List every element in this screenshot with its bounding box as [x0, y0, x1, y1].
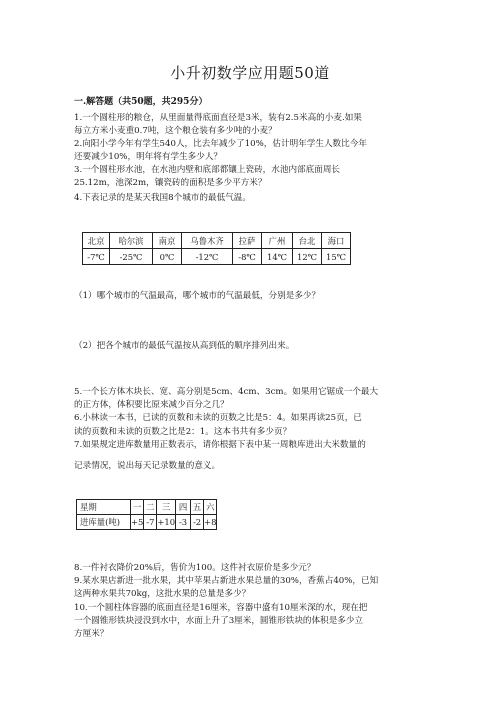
- temperature-cell: -7℃: [83, 249, 110, 265]
- weekday-cell: 二: [144, 500, 157, 515]
- city-cell: 哈尔滨: [110, 233, 153, 249]
- stock-value-cell: -2: [191, 515, 204, 530]
- city-temperature-table: [82, 232, 351, 265]
- weekday-cell: 五: [191, 500, 204, 515]
- question-line: 的正方体，体积要比原来减少百分之几？: [74, 400, 229, 411]
- question-line: （1）哪个城市的气温最高，哪个城市的气温最低，分别是多少？: [74, 291, 321, 301]
- question-line: 一个圆锥形铁块浸没到水中，水面上升了3厘米，圆锥形铁块的体积是多少立: [74, 615, 364, 626]
- city-cell: 乌鲁木齐: [182, 233, 233, 249]
- temperature-cell: 14℃: [262, 249, 293, 265]
- question-line: 4.下表记录的是某天我国8个城市的最低气温。: [74, 193, 251, 203]
- question-line: 2.向阳小学今年有学生540人，比去年减少了10%，估计明年学生人数比今年: [74, 139, 367, 149]
- question-line: 25.12m，池深2m，镶瓷砖的面积是多少平方米？: [74, 178, 267, 189]
- question-line: 这两种水果共70kg，这批水果的总量是多少？: [74, 589, 251, 600]
- questions-8-to-10: [74, 562, 426, 641]
- stock-value-cell: +8: [204, 515, 217, 530]
- question-line: 还要减少10%，明年将有学生多少人？: [74, 152, 223, 163]
- temperature-cell: -25℃: [110, 249, 153, 265]
- city-cell: 北京: [83, 233, 110, 249]
- city-row: [83, 233, 351, 249]
- question-7-continued: [74, 460, 426, 473]
- city-cell: 广州: [262, 233, 293, 249]
- stock-value-cell: +5: [131, 515, 144, 530]
- city-cell: 南京: [153, 233, 182, 249]
- question-line: （2）把各个城市的最低气温按从高到低的顺序排列出来。: [74, 341, 295, 351]
- question-3: [74, 164, 426, 190]
- question-line: 读的页数和未读的页数之比是2：1。这本书共有多少页？: [74, 426, 292, 437]
- question-line: 每立方米小麦重0.7吨，这个粮仓装有多少吨的小麦？: [74, 126, 277, 137]
- question-line: 3.一个圆柱形水池，在水池内壁和底部都镶上瓷砖，水池内部底面周长: [74, 165, 341, 175]
- question-2: [74, 138, 426, 164]
- city-cell: 拉萨: [233, 233, 262, 249]
- question-4-sub-2: [74, 340, 426, 353]
- temperature-row: [83, 249, 351, 265]
- question-line: 1.一个圆柱形的粮仓，从里面量得底面直径是3米，装有2.5米高的小麦.如果: [74, 113, 362, 123]
- question-line: 5.一个长方体木块长、宽、高分别是5cm、4cm、3cm。如果用它锯成一个最大: [74, 387, 379, 397]
- page-title: 小升初数学应用题50道: [170, 64, 330, 82]
- question-1: [74, 112, 426, 138]
- temperature-cell: -8℃: [233, 249, 262, 265]
- weekday-cell: 三: [157, 500, 176, 515]
- weekday-cell: 六: [204, 500, 217, 515]
- question-line: 8.一件衬衣降价20%后，售价为100。这件衬衣原价是多少元？: [74, 563, 316, 573]
- city-cell: 台北: [293, 233, 322, 249]
- question-4-sub-1: [74, 290, 426, 303]
- section-heading: 一.解答题（共50题，共295分）: [74, 97, 208, 107]
- temperature-cell: 0℃: [153, 249, 182, 265]
- question-line: 7.如果规定进库数量用正数表示，请你根据下表中某一周粮库进出大米数量的: [74, 439, 366, 450]
- question-line: 6.小林读一本书，已读的页数和未读的页数之比是5：4。如果再读25页，已: [74, 413, 362, 424]
- weekday-row: [77, 500, 217, 515]
- stock-value-cell: -7: [144, 515, 157, 530]
- row-label-cell: 进库量(吨): [77, 515, 131, 530]
- city-cell: 海口: [322, 233, 351, 249]
- temperature-cell: 12℃: [293, 249, 322, 265]
- temperature-cell: 15℃: [322, 249, 351, 265]
- stock-value-cell: +10: [157, 515, 176, 530]
- header-label-cell: 星期: [77, 500, 131, 515]
- question-line: 10.一个圆柱体容器的底面直径是16厘米，容器中盛有10厘米深的水，现在把: [74, 602, 368, 613]
- grain-stock-table: [76, 499, 217, 530]
- stock-value-cell: -3: [176, 515, 191, 530]
- question-line: 9.某水果店新进一批水果，其中苹果占新进水果总量的30%，香蕉占40%，已知: [74, 576, 379, 587]
- question-4: [74, 192, 426, 205]
- questions-5-to-7: [74, 386, 426, 452]
- weekday-cell: 四: [176, 500, 191, 515]
- weekday-cell: 一: [131, 500, 144, 515]
- temperature-cell: -12℃: [182, 249, 233, 265]
- question-line: 方厘米？: [74, 629, 109, 640]
- question-line: 记录情况，说出每天记录数量的意义。: [74, 461, 221, 471]
- stock-row: [77, 515, 217, 530]
